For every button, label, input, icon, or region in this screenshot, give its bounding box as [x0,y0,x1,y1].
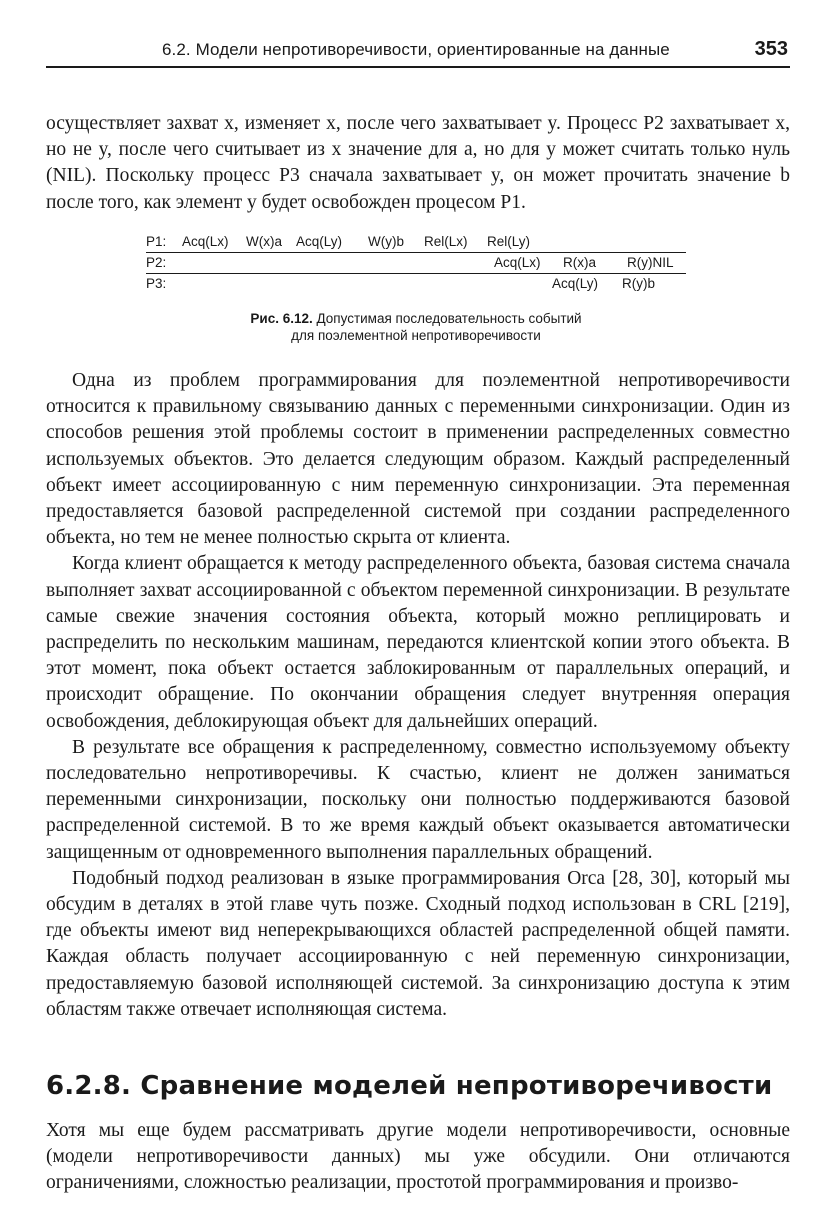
figure-caption [146,310,686,344]
event-label: Rel(Lx) [424,234,468,249]
figure-row-p2 [146,253,686,274]
section-first-paragraph: Хотя мы еще будем рассматривать другие модели непротиворечивости, основные (модели непротиворечивости данных) мы уже обсудили. Они отличаются ограничениями, сложностью реализации, простотой программирования и произво- [46,1120,790,1194]
paragraph: Подобный подход реализован в языке программирования Orca [28, 30], который мы обсудим в деталях в этой главе чуть позже. Сходный подход использован в CRL [219], где объекты имеют вид неперекрывающихся областей распределенной общей памяти. Каждая область получает ассоциированную с ней переменную синхронизации, предоставляемую базовой исполняющей системой. За синхронизацию доступа к этим областям также отвечает исполняющая система. [46,867,790,1020]
page-number: 353 [754,38,788,60]
event-label: Acq(Lx) [494,255,541,270]
intro-paragraph: осуществляет захват x, изменяет x, после чего захватывает y. Процесс P2 захватывает x, но не y, после чего считывает из x значение для a, но для y может считать только нуль (NIL). Поскольку процесс P3 сначала захватывает y, он может прочитать значение b после того, как элемент y будет освобожден процесом P1. [46,113,790,213]
event-sequence-figure [146,232,686,294]
event-label: Acq(Ly) [552,276,599,291]
process-label: P1: [146,234,167,249]
body-text-block [46,368,790,1023]
event-label: Rel(Ly) [487,234,531,249]
figure-row-p1 [146,232,686,253]
figure-caption-label: Рис. 6.12. [250,311,313,326]
process-label: P3: [146,276,167,291]
paragraph: Одна из проблем программирования для поэлементной непротиворечивости относится к правильному связыванию данных с переменными синхронизации. Один из способов решения этой проблемы состоит в применении распределенных совместно используемых объектов. Это делается следующим образом. Каждый распределенный объект имеет ассоциированную с ним переменную синхронизации. Эта переменная предоставляется базовой распределенной системой при создании распределенного объекта, но тем не менее полностью скрыта от клиента. [46,370,790,549]
paragraph: Когда клиент обращается к методу распределенного объекта, базовая система сначала выполняет захват ассоциированной с объектом переменной синхронизации. В результате самые свежие значения состояния объекта, который можно реплицировать и распределить по нескольким машинам, передаются клиентской копии этого объекта. В этот момент, пока объект остается заблокированным от параллельных операций, и происходит обращение. По окончании обращения следует внутренняя операция освобождения, деблокирующая объект для дальнейших операций. [46,553,790,732]
intro-text-block [46,111,790,216]
event-label: W(y)b [368,234,404,249]
figure-caption-line2: для поэлементной непротиворечивости [291,328,541,343]
event-label: R(y)b [622,276,655,291]
event-label: Acq(Lx) [182,234,229,249]
process-label: P2: [146,255,167,270]
figure-caption-line1: Допустимая последовательность событий [316,311,582,326]
event-label: R(y)NIL [627,255,674,270]
running-header-title: 6.2. Модели непротиворечивости, ориентированные на данные [162,40,670,59]
paragraph: В результате все обращения к распределенному, совместно используемому объекту последовательно непротиворечивы. К счастью, клиент не должен заниматься переменными синхронизации, поскольку они полностью поддерживаются базовой распределенной системой. В то же время каждый объект оказывается автоматически защищенным от одновременного выполнения параллельных обращений. [46,736,790,863]
event-label: W(x)a [246,234,282,249]
section-text-block [46,1118,790,1197]
figure-row-p3 [146,274,686,294]
running-header [46,36,790,68]
section-heading: 6.2.8. Сравнение моделей непротиворечивости [46,1071,773,1101]
event-label: Acq(Ly) [296,234,343,249]
event-label: R(x)a [563,255,596,270]
